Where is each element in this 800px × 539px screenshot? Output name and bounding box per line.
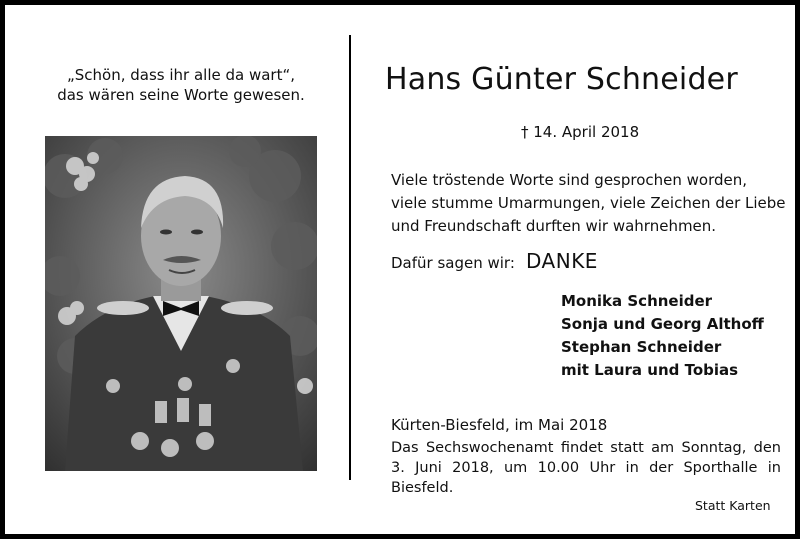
- place-date: Kürten-Biesfeld, im Mai 2018: [391, 416, 608, 434]
- message-line-3: und Freundschaft durften wir wahrnehmen.: [391, 217, 717, 235]
- signer-1: Monika Schneider: [561, 292, 713, 310]
- signer-3: Stephan Schneider: [561, 338, 722, 356]
- deceased-name: Hans Günter Schneider: [385, 62, 738, 97]
- portrait-illustration: [45, 136, 317, 471]
- portrait-photo: [45, 136, 317, 471]
- death-date: † 14. April 2018: [521, 123, 640, 141]
- quote-line-2: das wären seine Worte gewesen.: [57, 86, 305, 104]
- quote: [45, 65, 317, 105]
- signer-2: Sonja und Georg Althoff: [561, 315, 764, 333]
- thanks-label: Dafür sagen wir:: [391, 254, 515, 272]
- quote-line-1: „Schön, dass ihr alle da wart“,: [66, 66, 296, 84]
- vertical-divider: [349, 35, 351, 480]
- thanks-word: DANKE: [526, 249, 598, 273]
- signers-list: [561, 290, 764, 382]
- condolence-message: [391, 169, 800, 238]
- signer-4: mit Laura und Tobias: [561, 361, 739, 379]
- footer-note: Statt Karten: [695, 498, 771, 513]
- message-line-2: viele stumme Umarmungen, viele Zeichen der Liebe: [391, 194, 786, 212]
- service-notice: Das Sechswochenamt findet statt am Sonntag, den 3. Juni 2018, um 10.00 Uhr in der Sporthalle in Biesfeld.: [391, 440, 781, 496]
- message-line-1: Viele tröstende Worte sind gesprochen worden,: [391, 171, 748, 189]
